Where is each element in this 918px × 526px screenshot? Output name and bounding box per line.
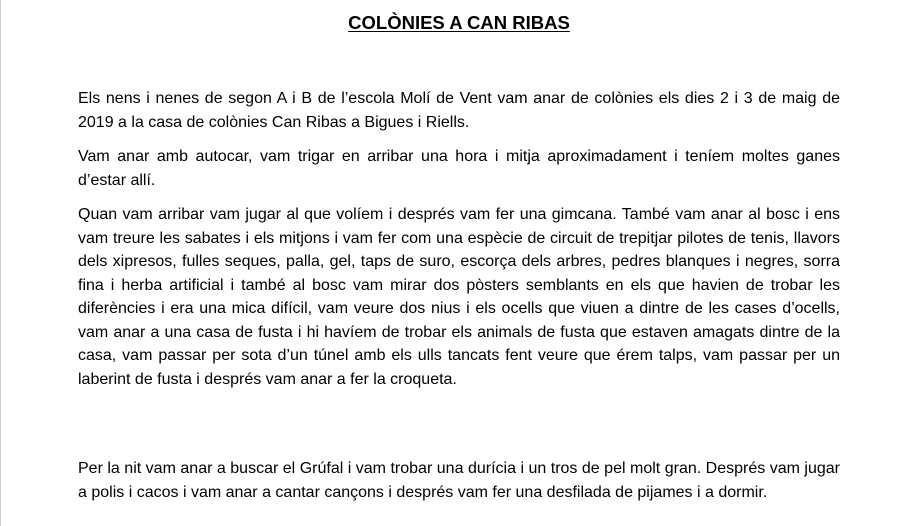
paragraph-intro: Els nens i nenes de segon A i B de l’escola Molí de Vent vam anar de colònies els dies 2 i 3 de maig de 2019 a la casa de colònies Can Ribas a Bigues i Riells.: [78, 90, 840, 131]
paragraph-travel: Vam anar amb autocar, vam trigar en arribar una hora i mitja aproximadament i teníem moltes ganes d’estar allí.: [78, 148, 840, 189]
page-left-border: [0, 0, 1, 526]
document-title: COLÒNIES A CAN RIBAS: [348, 12, 570, 33]
paragraph-night: Per la nit vam anar a buscar el Grúfal i vam trobar una durícia i un tros de pel molt gran. Després vam jugar a polis i cacos i vam anar a cantar cançons i després vam fer una desfilada de pijames i a dormir.: [78, 460, 840, 501]
paragraph-activities: Quan vam arribar vam jugar al que volíem i després vam fer una gimcana. També vam anar al bosc i ens vam treure les sabates i els mitjons i vam fer com una espècie de circuit de trepitjar pilotes de tenis, llavors dels xipresos, fulles seques, palla, gel, taps de suro, escorça dels arbres, pedres blanques i negres, sorra fina i herba artificial i també al bosc vam mirar dos pòsters semblants en els que havien de trobar les diferències i era una mica difícil, vam veure dos nius i els ocells que viuen a dintre de les cases d’ocells, vam anar a una casa de fusta i hi havíem de trobar els animals de fusta que estaven amagats dintre de la casa, vam passar per sota d’un túnel amb els ulls tancats fent veure que érem talps, vam passar per un laberint de fusta i després vam anar a fer la croqueta.: [78, 206, 840, 388]
